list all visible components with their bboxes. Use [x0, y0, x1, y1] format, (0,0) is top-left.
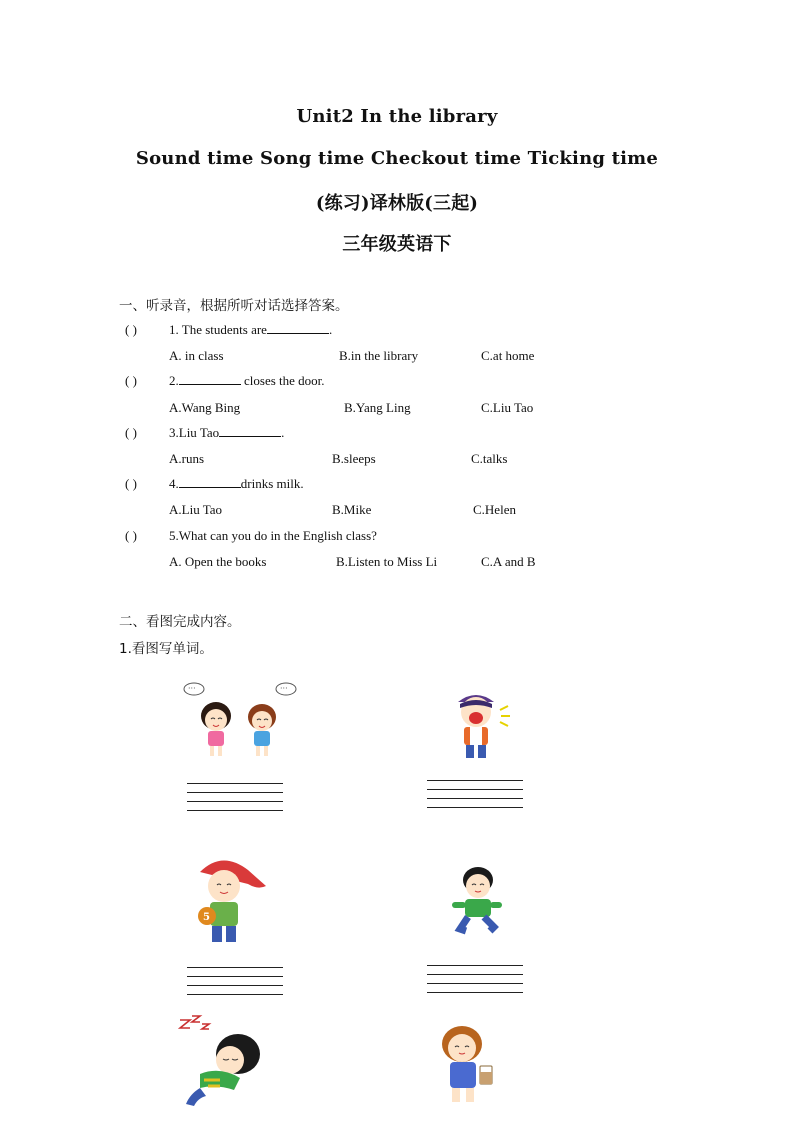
option-a[interactable]: A.Wang Bing — [169, 400, 241, 415]
option-a[interactable]: A. in class — [169, 348, 224, 363]
svg-text:···: ··· — [188, 684, 196, 693]
answer-paren[interactable]: ( ) — [125, 425, 137, 440]
section2-title: 二、看图完成内容。 — [119, 614, 241, 630]
answer-lines[interactable] — [427, 965, 523, 1001]
svg-text:···: ··· — [280, 684, 288, 693]
section2-subtitle: 1.看图写单词。 — [119, 641, 213, 657]
question-text: 2. — [169, 373, 179, 388]
svg-text:5: 5 — [203, 912, 210, 923]
boy-sleeping-icon — [178, 1014, 268, 1110]
option-a[interactable]: A.Liu Tao — [169, 502, 223, 517]
option-b[interactable]: B.Yang Ling — [344, 400, 411, 415]
question-text: 3.Liu Tao — [169, 425, 220, 440]
option-b[interactable]: B.sleeps — [332, 451, 376, 466]
option-b[interactable]: B.Mike — [332, 502, 372, 517]
answer-blank[interactable] — [219, 425, 281, 437]
question-3 — [125, 425, 284, 441]
answer-blank[interactable] — [179, 476, 241, 488]
answer-blank[interactable] — [267, 322, 329, 334]
girl-drinking-milk-icon — [432, 1022, 502, 1106]
answer-paren[interactable]: ( ) — [125, 373, 137, 388]
edition-line: (练习)译林版(三起) — [315, 193, 479, 214]
option-a[interactable]: A. Open the books — [169, 554, 267, 569]
answer-lines[interactable] — [187, 967, 283, 1003]
page-title: Unit2 In the library — [296, 106, 498, 127]
answer-lines[interactable] — [427, 780, 523, 816]
option-c[interactable]: C.talks — [471, 451, 508, 466]
question-text-end: . — [328, 322, 333, 337]
answer-lines[interactable] — [187, 783, 283, 819]
question-5 — [125, 528, 377, 544]
option-a[interactable]: A.runs — [169, 451, 205, 466]
question-4 — [125, 476, 304, 492]
question-text-end: drinks milk. — [240, 476, 304, 491]
option-c[interactable]: C.Helen — [473, 502, 516, 517]
grade-line: 三年级英语下 — [342, 234, 452, 255]
question-text: 4. — [169, 476, 179, 491]
option-c[interactable]: C.at home — [481, 348, 535, 363]
question-1 — [125, 322, 332, 338]
answer-paren[interactable]: ( ) — [125, 476, 137, 491]
answer-blank[interactable] — [179, 373, 241, 385]
option-b[interactable]: B.in the library — [339, 348, 419, 363]
answer-paren[interactable]: ( ) — [125, 528, 137, 543]
question-text-end: . — [281, 425, 285, 440]
question-text: 1. The students are — [169, 322, 267, 337]
question-text-end: closes the door. — [240, 373, 325, 388]
lesson-subtitle: Sound time Song time Checkout time Ticking time — [135, 148, 659, 169]
boy-running-icon — [448, 864, 506, 938]
boy-shouting-icon — [440, 686, 514, 762]
option-c[interactable]: C.Liu Tao — [481, 400, 534, 415]
question-2 — [125, 373, 325, 389]
answer-paren[interactable]: ( ) — [125, 322, 137, 337]
section1-title: 一、听录音，根据所听对话选择答案。 — [119, 298, 349, 314]
two-girls-talking-icon — [180, 680, 300, 760]
option-c[interactable]: C.A and B — [481, 554, 536, 569]
boy-with-cap-and-ball-icon — [190, 854, 270, 948]
question-text: 5.What can you do in the English class? — [169, 528, 377, 543]
option-b[interactable]: B.Listen to Miss Li — [336, 554, 438, 569]
